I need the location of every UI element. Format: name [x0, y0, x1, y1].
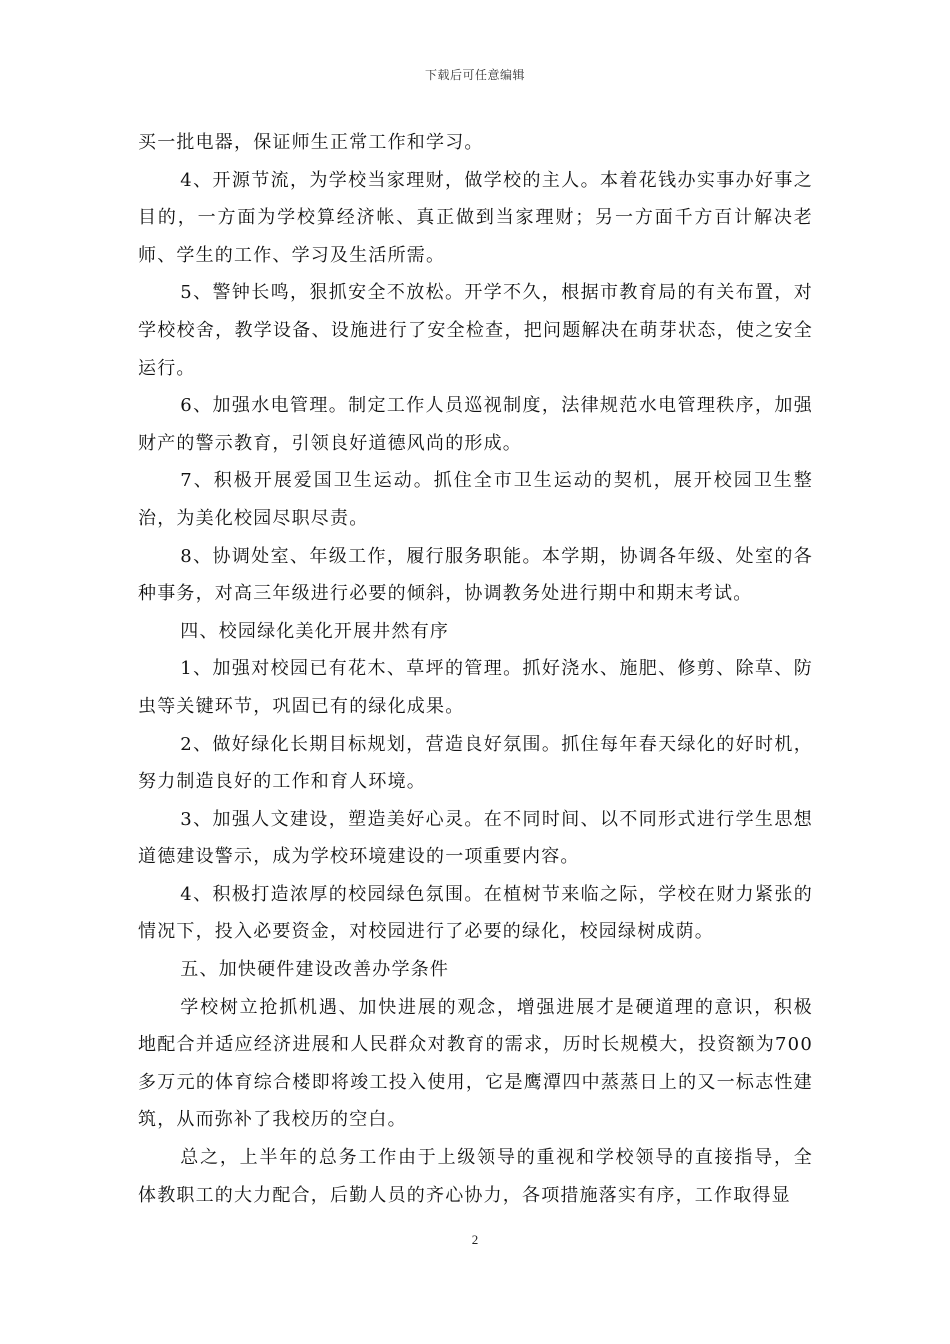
paragraph: 4、积极打造浓厚的校园绿色氛围。在植树节来临之际，学校在财力紧张的情况下，投入必要资金，对校园进行了必要的绿化，校园绿树成荫。	[138, 883, 813, 943]
document-body	[138, 124, 813, 1214]
paragraph: 5、警钟长鸣，狠抓安全不放松。开学不久，根据市教育局的有关布置，对学校校舍，教学设备、设施进行了安全检查，把问题解决在萌芽状态，使之安全运行。	[138, 282, 813, 379]
paragraph: 4、开源节流，为学校当家理财，做学校的主人。本着花钱办实事办好事之目的，一方面为学校算经济帐、真正做到当家理财；另一方面千方百计解决老师、学生的工作、学习及生活所需。	[138, 169, 813, 266]
paragraph: 1、加强对校园已有花木、草坪的管理。抓好浇水、施肥、修剪、除草、防虫等关键环节，巩固已有的绿化成果。	[138, 658, 813, 717]
paragraph: 3、加强人文建设，塑造美好心灵。在不同时间、以不同形式进行学生思想道德建设警示，成为学校环境建设的一项重要内容。	[138, 808, 813, 868]
paragraph: 7、积极开展爱国卫生运动。抓住全市卫生运动的契机，展开校园卫生整治，为美化校园尽职尽责。	[138, 470, 813, 529]
section-heading: 五、加快硬件建设改善办学条件	[180, 959, 450, 981]
page-number: 2	[471, 1232, 479, 1247]
paragraph: 总之，上半年的总务工作由于上级领导的重视和学校领导的直接指导，全体教职工的大力配合，后勤人员的齐心协力，各项措施落实有序，工作取得显	[138, 1147, 813, 1206]
paragraph: 买一批电器，保证师生正常工作和学习。	[138, 132, 484, 153]
paragraph: 学校树立抢抓机遇、加快进展的观念，增强进展才是硬道理的意识，积极地配合并适应经济进展和人民群众对教育的需求，历时长规模大，投资额为700多万元的体育综合楼即将竣工投入使用，它是鹰潭四中蒸蒸日上的又一标志性建筑，从而弥补了我校历的空白。	[138, 996, 813, 1131]
page-header: 下载后可任意编辑	[424, 68, 525, 82]
paragraph: 2、做好绿化长期目标规划，营造良好氛围。抓住每年春天绿化的好时机，努力制造良好的工作和育人环境。	[138, 733, 813, 793]
paragraph: 8、协调处室、年级工作，履行服务职能。本学期，协调各年级、处室的各种事务，对高三年级进行必要的倾斜，协调教务处进行期中和期末考试。	[138, 545, 813, 605]
paragraph: 6、加强水电管理。制定工作人员巡视制度，法律规范水电管理秩序，加强财产的警示教育，引领良好道德风尚的形成。	[138, 395, 813, 454]
section-heading: 四、校园绿化美化开展井然有序	[180, 620, 450, 642]
